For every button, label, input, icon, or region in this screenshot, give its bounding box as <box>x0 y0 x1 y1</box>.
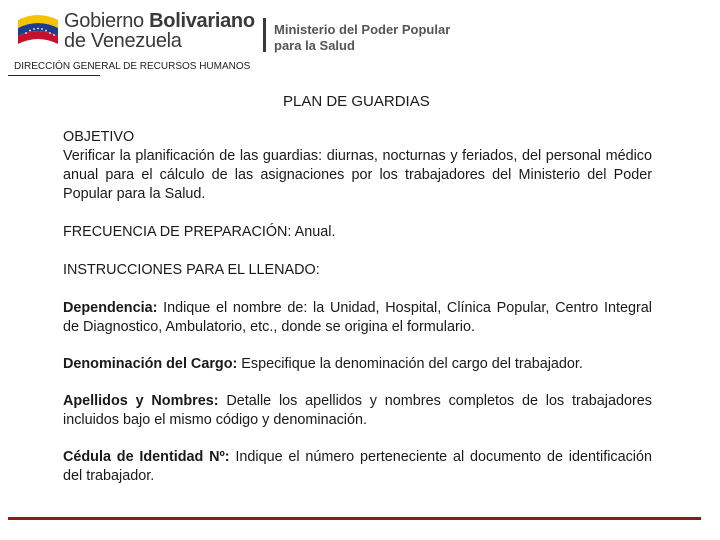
item-text: Especifique la denominación del cargo del trabajador. <box>237 356 583 372</box>
instrucciones-heading: INSTRUCCIONES PARA EL LLENADO: <box>63 262 320 278</box>
ministry-line2-prefix: para la <box>274 38 320 53</box>
venezuela-flag-icon <box>16 8 60 52</box>
item-text: Indique el nombre de: la Unidad, Hospital, Clínica Popular, Centro Integral de Diagnostico, Ambulatorio, etc., donde se origina el formulario. <box>63 300 652 335</box>
objetivo-heading: OBJETIVO <box>63 129 135 145</box>
gov-name-country: de Venezuela <box>64 30 182 52</box>
item-cedula <box>63 448 652 486</box>
frecuencia-value: Anual. <box>291 224 336 240</box>
item-text: Indique el número perteneciente al documento de identificación del trabajador. <box>63 449 652 484</box>
ministry-line2-salud: Salud <box>319 38 355 53</box>
item-text: Detalle los apellidos y nombres completos de los trabajadores incluidos bajo el mismo código y denominación. <box>63 393 652 428</box>
page-header <box>0 0 720 60</box>
gov-name-prefix: Gobierno <box>64 10 150 32</box>
item-label: Denominación del Cargo: <box>63 356 238 372</box>
frecuencia-label: FRECUENCIA DE PREPARACIÓN: <box>63 224 292 240</box>
ministry-name <box>274 22 450 54</box>
ministry-line1: Ministerio del Poder Popular <box>274 22 451 37</box>
frecuencia-paragraph <box>63 223 652 242</box>
item-label: Dependencia: <box>63 300 158 316</box>
item-dependencia <box>63 299 652 337</box>
header-divider <box>263 18 266 52</box>
page-title: PLAN DE GUARDIAS <box>283 93 430 110</box>
government-wordmark <box>64 11 255 51</box>
item-label: Cédula de Identidad Nº: <box>63 449 230 465</box>
footer-rule <box>8 517 701 520</box>
document-body <box>63 128 652 486</box>
item-label: Apellidos y Nombres: <box>63 393 219 409</box>
directorate-underline <box>8 75 100 76</box>
directorate-label: DIRECCIÓN GENERAL DE RECURSOS HUMANOS <box>14 61 251 72</box>
gov-name-bold: Bolivariano <box>149 10 255 32</box>
item-denominacion-cargo <box>63 355 652 374</box>
objetivo-text: Verificar la planificación de las guardias: diurnas, nocturnas y feriados, del personal médico anual para el cálculo de las asignaciones por los trabajadores del Ministerio del Poder Popular para la Salud. <box>63 148 652 202</box>
item-apellidos-nombres <box>63 392 652 430</box>
